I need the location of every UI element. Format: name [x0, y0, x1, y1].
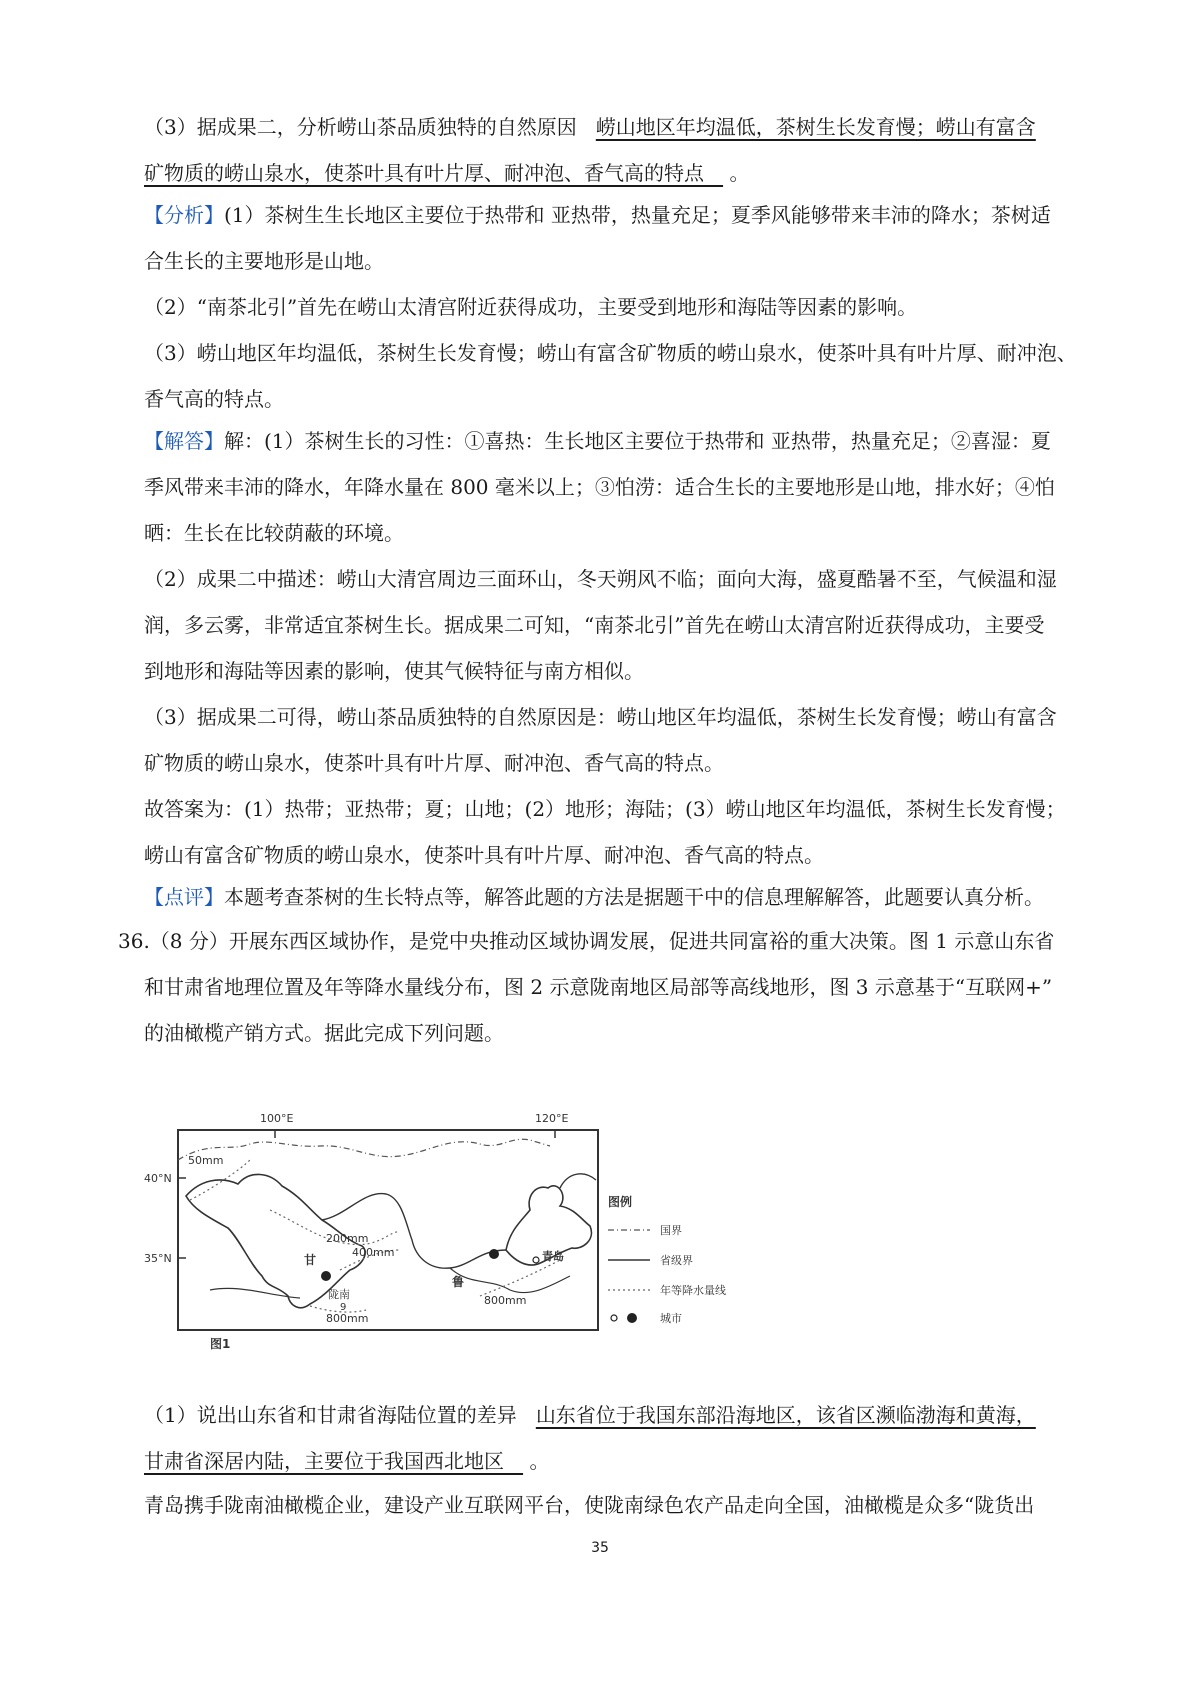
shandong-label: 鲁: [452, 1275, 465, 1289]
solution-block: [144, 418, 1106, 878]
comment-text: 本题考查茶树的生长特点等，解答此题的方法是据题干中的信息理解解答，此题要认真分析。: [224, 885, 1044, 909]
analysis-part3-line2: 香气高的特点。: [144, 387, 284, 411]
qingdao-city-marker: [533, 1257, 539, 1263]
q35-part3: [144, 104, 1106, 196]
gansu-label: 甘: [304, 1253, 317, 1267]
q36-line2: 和甘肃省地理位置及年等降水量线分布，图 2 示意陇南地区局部等高线地形，图 3 示意基于“互联网+”: [144, 975, 1053, 999]
solution-part3-line1: （3）据成果二可得，崂山茶品质独特的自然原因是：崂山地区年均温低，茶树生长发育慢；崂山有富含: [144, 705, 1057, 729]
isohyet-800-east: [480, 1260, 560, 1296]
provincial-border-2: [210, 1288, 300, 1298]
analysis-part3-line1: （3）崂山地区年均温低，茶树生长发育慢；崂山有富含矿物质的崂山泉水，使茶叶具有叶片厚、耐冲泡、: [144, 341, 1077, 365]
lat-35-label: 35°N: [144, 1252, 172, 1265]
q36-line3: 的油橄榄产销方式。据此完成下列问题。: [144, 1021, 504, 1045]
legend-provincial-label: 省级界: [660, 1254, 693, 1267]
isohyet-200-label: 200mm: [326, 1232, 369, 1245]
provincial-border-3: [450, 1268, 570, 1293]
q36-stem: [118, 918, 1108, 1056]
q36-context-line: 青岛携手陇南油橄榄企业，建设产业互联网平台，使陇南绿色农产品走向全国，油橄榄是众多“陇货出: [144, 1493, 1035, 1517]
isohyet-400-label: 400mm: [352, 1246, 395, 1259]
q36-part1: [144, 1392, 1106, 1484]
legend-national-label: 国界: [660, 1224, 682, 1237]
solution-part2-line2: 润，多云雾，非常适宜茶树生长。据成果二可知，“南茶北引”首先在崂山太清宫附近获得成功，主要受: [144, 613, 1045, 637]
map-frame: [178, 1130, 598, 1330]
figure1-map: [144, 1100, 810, 1380]
qingdao-label: 青岛: [542, 1250, 564, 1263]
q35-part3-answer-line2: 矿物质的崂山泉水，使茶叶具有叶片厚、耐冲泡、香气高的特点: [144, 161, 704, 185]
final-answer-line1: 故答案为：(1）热带；亚热带；夏；山地；(2）地形；海陆；(3）崂山地区年均温低，茶树生长发育慢；: [144, 797, 1066, 821]
analysis-line2: 合生长的主要地形是山地。: [144, 249, 384, 273]
solution-line1: 解：(1）茶树生长的习性：①喜热：生长地区主要位于热带和 亚热带，热量充足；②喜湿：夏: [224, 429, 1051, 453]
map-legend: [608, 1194, 726, 1325]
solution-part3-line2: 矿物质的崂山泉水，使茶叶具有叶片厚、耐冲泡、香气高的特点。: [144, 751, 724, 775]
figure1-caption: 图1: [210, 1337, 231, 1351]
q36-part1-period: 。: [529, 1449, 550, 1473]
lon-100-label: 100°E: [260, 1112, 294, 1125]
lon-120-label: 120°E: [535, 1112, 569, 1125]
shandong-city-marker: [489, 1249, 499, 1259]
provincial-border-1: [322, 1194, 506, 1269]
comment-block: [144, 874, 1106, 920]
q36-part1-answer-line1: 山东省位于我国东部沿海地区，该省区濒临渤海和黄海，: [535, 1403, 1036, 1427]
longnan-label: 陇南: [328, 1288, 350, 1301]
isohyet-800-west-label: 800mm: [326, 1312, 369, 1325]
analysis-tag: 【分析】: [144, 203, 224, 227]
longnan-city-marker: [321, 1271, 331, 1281]
q35-part3-answer-line1: 崂山地区年均温低，茶树生长发育慢；崂山有富含: [595, 115, 1036, 139]
legend-city-label: 城市: [660, 1312, 682, 1325]
q36-part1-answer-line2: 甘肃省深居内陆，主要位于我国西北地区: [144, 1449, 504, 1473]
analysis-block: [144, 192, 1106, 422]
national-border: [178, 1139, 550, 1160]
analysis-line1: (1）茶树生生长地区主要位于热带和 亚热带，热量充足；夏季风能够带来丰沛的降水；茶树适: [224, 203, 1051, 227]
solution-part2-line1: （2）成果二中描述：崂山大清宫周边三面环山，冬天朔风不临；面向大海，盛夏酷暑不至，气候温和湿: [144, 567, 1057, 591]
legend-city-marker-large: [627, 1313, 637, 1323]
legend-isohyet-label: 年等降水量线: [660, 1284, 726, 1297]
solution-part2-line3: 到地形和海陆等因素的影响，使其气候特征与南方相似。: [144, 659, 644, 683]
solution-tag: 【解答】: [144, 429, 224, 453]
page-number: 35: [591, 1540, 609, 1556]
solution-line3: 晒：生长在比较荫蔽的环境。: [144, 521, 404, 545]
analysis-part2: （2）“南茶北引”首先在崂山太清宫附近获得成功，主要受到地形和海陆等因素的影响。: [144, 295, 918, 319]
solution-line2: 季风带来丰沛的降水，年降水量在 800 毫米以上；③怕涝：适合生长的主要地形是山地，排水好；④怕: [144, 475, 1055, 499]
river-number-label: 9: [340, 1302, 347, 1313]
q35-part3-prompt: （3）据成果二，分析崂山茶品质独特的自然原因: [144, 115, 577, 139]
q36-part1-prompt: （1）说出山东省和甘肃省海陆位置的差异: [144, 1403, 517, 1427]
lat-40-label: 40°N: [144, 1172, 172, 1185]
final-answer-line2: 崂山有富含矿物质的崂山泉水，使茶叶具有叶片厚、耐冲泡、香气高的特点。: [144, 843, 824, 867]
comment-tag: 【点评】: [144, 885, 224, 909]
q35-part3-period: 。: [729, 161, 750, 185]
q36-line1: 36.（8 分）开展东西区域协作，是党中央推动区域协调发展，促进共同富裕的重大决策。图 1 示意山东省: [118, 929, 1055, 953]
isohyet-50-label: 50mm: [188, 1154, 224, 1167]
isohyet-800-east-label: 800mm: [484, 1294, 527, 1307]
legend-title: 图例: [608, 1195, 633, 1209]
legend-city-marker-small: [611, 1315, 617, 1321]
q36-context-text: [144, 1482, 1106, 1528]
